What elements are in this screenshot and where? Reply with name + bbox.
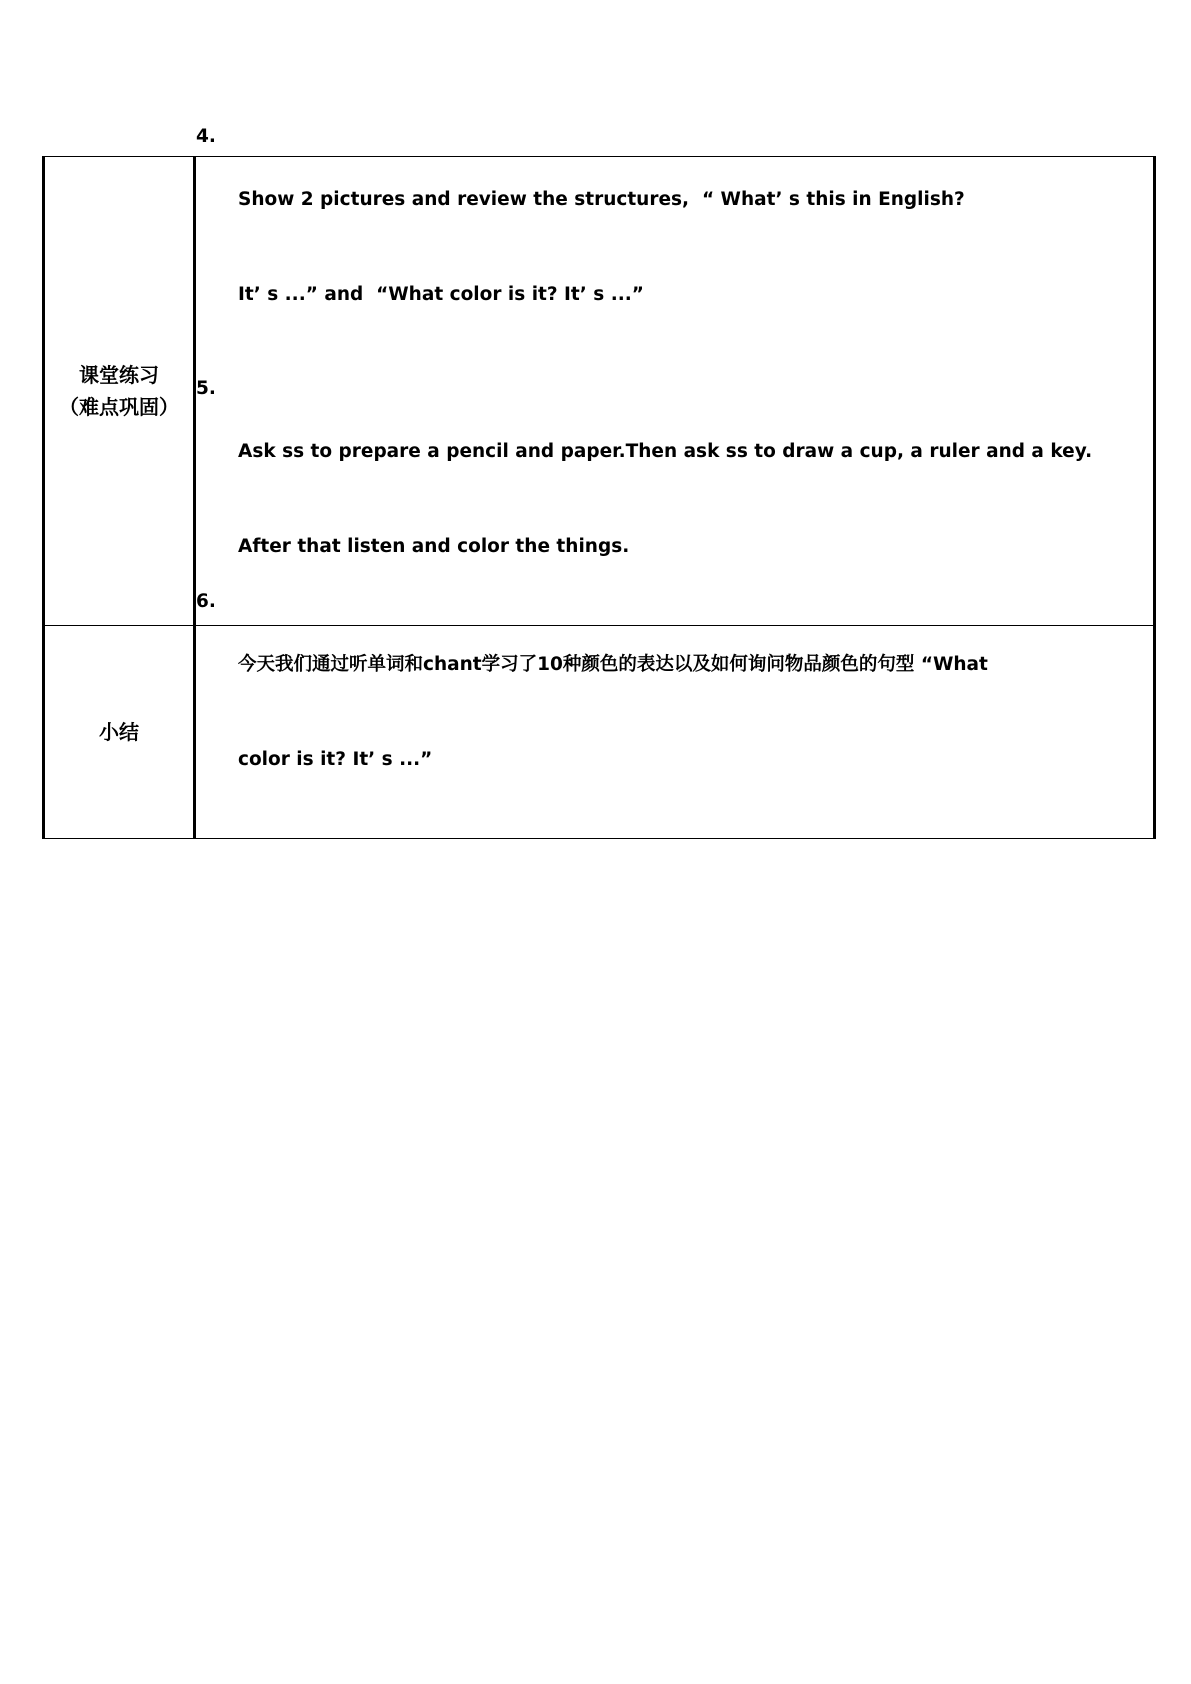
item-line: Ask ss to prepare a pencil and paper.Then ask ss to draw a cup, a ruler and a key. [238, 441, 1093, 462]
content-cell-practice [195, 126, 1155, 626]
item-line: After that listen and color the things. [238, 535, 630, 557]
table-row-summary [44, 626, 1155, 839]
content-cell-summary [195, 591, 1155, 839]
item-text [238, 121, 1153, 373]
lesson-plan-table [42, 126, 1156, 839]
summary-list [196, 586, 1153, 838]
row-label: 小结 [99, 720, 139, 744]
item-number: 6. [196, 591, 216, 612]
row-sublabel: （难点巩固） [59, 395, 179, 419]
practice-steps-list [196, 121, 1153, 625]
list-item [196, 121, 1153, 373]
item-number: 4. [196, 126, 216, 147]
table-row-practice [44, 157, 1155, 626]
item-line: It’ s ...” and “What color is it? It’ s ...” [238, 283, 644, 305]
item-line: Show 2 pictures and review the structures, “ What’ s this in English? [238, 189, 965, 210]
label-cell-summary [44, 626, 195, 839]
item-line: color is it? It’ s ...” [238, 748, 433, 770]
item-number: 5. [196, 378, 216, 399]
label-cell-practice [44, 157, 195, 626]
item-line: 今天我们通过听单词和chant学习了10种颜色的表达以及如何询问物品颜色的句型 “What [238, 654, 988, 675]
list-item [196, 586, 1153, 838]
row-label: 课堂练习 [79, 363, 159, 387]
item-text [238, 586, 1153, 838]
